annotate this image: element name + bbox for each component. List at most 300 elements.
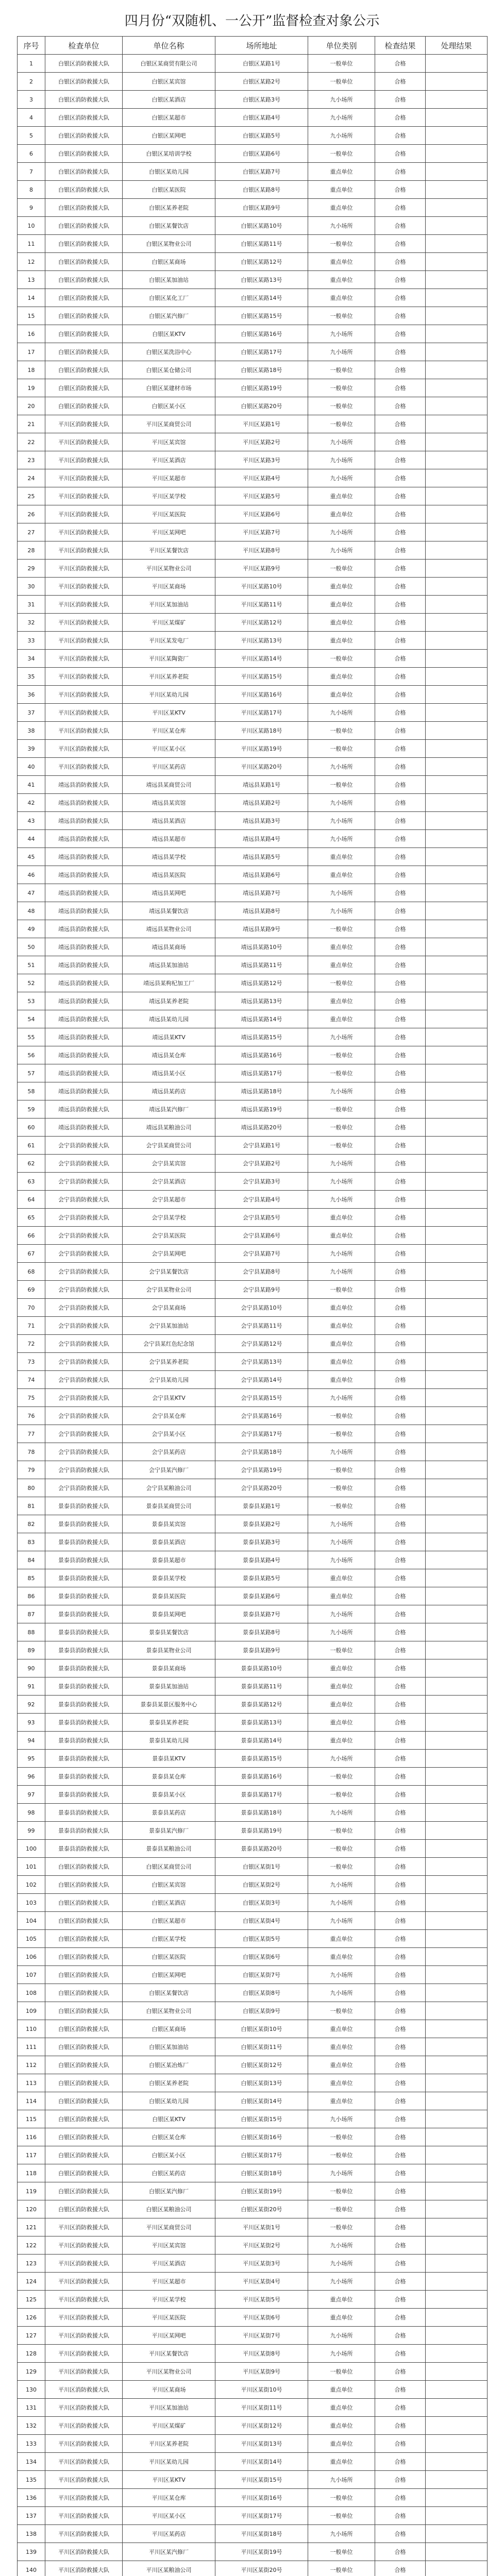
cell-unit-name: 靖远县某商场 [123,938,215,956]
cell-inspector: 会宁县消防救援大队 [45,1371,123,1389]
cell-result: 合格 [375,722,426,740]
cell-inspector: 平川区消防救援大队 [45,541,123,560]
cell-handling [426,2164,488,2182]
cell-handling [426,1641,488,1659]
cell-address: 靖远县某路18号 [215,1082,308,1100]
cell-unit-name: 靖远县某超市 [123,830,215,848]
cell-result: 合格 [375,1407,426,1425]
cell-index: 120 [18,2200,45,2218]
cell-index: 38 [18,722,45,740]
cell-index: 140 [18,2561,45,2576]
cell-unit-type: 九小场所 [308,704,375,722]
cell-inspector: 白银区消防救援大队 [45,307,123,325]
cell-unit-name: 白银区某酒店 [123,91,215,109]
cell-inspector: 靖远县消防救援大队 [45,830,123,848]
cell-inspector: 靖远县消防救援大队 [45,1082,123,1100]
cell-inspector: 会宁县消防救援大队 [45,1299,123,1317]
cell-result: 合格 [375,2182,426,2200]
table-row [18,1659,488,1677]
cell-result: 合格 [375,830,426,848]
cell-unit-name: 白银区某医院 [123,181,215,199]
cell-index: 136 [18,2489,45,2507]
cell-address: 平川区某街17号 [215,2507,308,2525]
cell-address: 景泰县某路17号 [215,1786,308,1804]
cell-result: 合格 [375,2291,426,2309]
cell-result: 合格 [375,1299,426,1317]
cell-address: 平川区某路9号 [215,560,308,578]
table-row [18,1641,488,1659]
cell-address: 景泰县某路8号 [215,1623,308,1641]
cell-unit-type: 重点单位 [308,686,375,704]
cell-index: 79 [18,1461,45,1479]
cell-unit-name: 平川区某KTV [123,2471,215,2489]
cell-handling [426,1425,488,1443]
cell-handling [426,560,488,578]
cell-address: 会宁县某路6号 [215,1227,308,1245]
cell-handling [426,1732,488,1750]
cell-inspector: 白银区消防救援大队 [45,2056,123,2074]
cell-result: 合格 [375,1551,426,1569]
cell-handling [426,433,488,451]
cell-inspector: 平川区消防救援大队 [45,2273,123,2291]
cell-unit-type: 重点单位 [308,1948,375,1966]
cell-unit-type: 九小场所 [308,1533,375,1551]
cell-unit-name: 平川区某养老院 [123,2435,215,2453]
cell-unit-type: 一般单位 [308,307,375,325]
cell-address: 会宁县某路12号 [215,1335,308,1353]
cell-result: 合格 [375,289,426,307]
cell-handling [426,1046,488,1064]
cell-handling [426,1840,488,1858]
cell-unit-type: 九小场所 [308,1551,375,1569]
cell-handling [426,1551,488,1569]
cell-unit-name: 靖远县某加油站 [123,956,215,974]
table-row [18,253,488,271]
cell-result: 合格 [375,1569,426,1587]
cell-inspector: 平川区消防救援大队 [45,2291,123,2309]
table-row [18,704,488,722]
cell-address: 平川区某路7号 [215,523,308,541]
cell-inspector: 靖远县消防救援大队 [45,1028,123,1046]
cell-unit-type: 一般单位 [308,2489,375,2507]
cell-result: 合格 [375,686,426,704]
table-row [18,1100,488,1118]
cell-unit-type: 九小场所 [308,1191,375,1209]
cell-handling [426,1497,488,1515]
cell-inspector: 靖远县消防救援大队 [45,1046,123,1064]
cell-inspector: 白银区消防救援大队 [45,2128,123,2146]
cell-address: 白银区某街13号 [215,2074,308,2092]
cell-inspector: 平川区消防救援大队 [45,596,123,614]
cell-unit-type: 重点单位 [308,2435,375,2453]
cell-unit-name: 靖远县某药店 [123,1082,215,1100]
cell-address: 白银区某街16号 [215,2128,308,2146]
cell-address: 靖远县某路15号 [215,1028,308,1046]
cell-handling [426,397,488,415]
cell-handling [426,632,488,650]
table-row [18,2236,488,2255]
cell-address: 白银区某路2号 [215,73,308,91]
cell-result: 合格 [375,1118,426,1137]
cell-handling [426,1227,488,1245]
cell-handling [426,668,488,686]
cell-inspector: 白银区消防救援大队 [45,397,123,415]
cell-unit-type: 一般单位 [308,1858,375,1876]
cell-result: 合格 [375,1028,426,1046]
cell-unit-name: 白银区某商贸公司 [123,1858,215,1876]
cell-inspector: 景泰县消防救援大队 [45,1533,123,1551]
cell-unit-type: 重点单位 [308,487,375,505]
cell-unit-type: 重点单位 [308,1299,375,1317]
cell-unit-type: 一般单位 [308,2561,375,2576]
cell-handling [426,2074,488,2092]
table-row [18,1984,488,2002]
cell-unit-type: 一般单位 [308,1641,375,1659]
cell-unit-name: 景泰县某汽修厂 [123,1822,215,1840]
cell-address: 会宁县某路3号 [215,1173,308,1191]
cell-unit-type: 重点单位 [308,2056,375,2074]
cell-handling [426,361,488,379]
cell-inspector: 白银区消防救援大队 [45,2146,123,2164]
cell-address: 平川区某路19号 [215,740,308,758]
table-row [18,1046,488,1064]
cell-result: 合格 [375,2164,426,2182]
cell-unit-type: 一般单位 [308,1425,375,1443]
cell-address: 白银区某街5号 [215,1930,308,1948]
cell-inspector: 景泰县消防救援大队 [45,1822,123,1840]
cell-address: 白银区某路8号 [215,181,308,199]
cell-unit-type: 九小场所 [308,1605,375,1623]
cell-inspector: 平川区消防救援大队 [45,2525,123,2543]
cell-unit-name: 靖远县某养老院 [123,992,215,1010]
cell-address: 靖远县某路1号 [215,776,308,794]
cell-result: 合格 [375,1227,426,1245]
cell-result: 合格 [375,1984,426,2002]
page-title: 四月份“双随机、一公开”监督检查对象公示 [124,13,380,29]
table-row [18,2092,488,2110]
cell-address: 景泰县某路2号 [215,1515,308,1533]
cell-result: 合格 [375,2128,426,2146]
cell-index: 92 [18,1696,45,1714]
cell-index: 15 [18,307,45,325]
cell-unit-name: 白银区某养老院 [123,199,215,217]
cell-result: 合格 [375,1966,426,1984]
cell-handling [426,2309,488,2327]
table-row [18,848,488,866]
cell-index: 50 [18,938,45,956]
cell-unit-name: 平川区某煤矿 [123,2417,215,2435]
table-row [18,2164,488,2182]
cell-result: 合格 [375,2020,426,2038]
cell-handling [426,2489,488,2507]
cell-index: 64 [18,1191,45,1209]
cell-index: 91 [18,1677,45,1696]
cell-index: 69 [18,1281,45,1299]
cell-unit-type: 九小场所 [308,1623,375,1641]
cell-inspector: 靖远县消防救援大队 [45,938,123,956]
cell-result: 合格 [375,2110,426,2128]
cell-result: 合格 [375,1696,426,1714]
cell-unit-name: 靖远县某仓库 [123,1046,215,1064]
cell-result: 合格 [375,2561,426,2576]
cell-inspector: 平川区消防救援大队 [45,560,123,578]
cell-unit-name: 靖远县某粮油公司 [123,1118,215,1137]
cell-result: 合格 [375,2074,426,2092]
cell-inspector: 平川区消防救援大队 [45,2471,123,2489]
cell-unit-type: 重点单位 [308,289,375,307]
cell-address: 平川区某街1号 [215,2218,308,2236]
table-row [18,1804,488,1822]
table-row [18,1768,488,1786]
cell-result: 合格 [375,2453,426,2471]
cell-handling [426,253,488,271]
cell-index: 62 [18,1155,45,1173]
cell-result: 合格 [375,1209,426,1227]
cell-unit-type: 九小场所 [308,1389,375,1407]
cell-index: 40 [18,758,45,776]
cell-unit-name: 平川区某发电厂 [123,632,215,650]
cell-address: 白银区某路12号 [215,253,308,271]
cell-index: 130 [18,2381,45,2399]
table-row [18,2002,488,2020]
cell-address: 景泰县某路11号 [215,1677,308,1696]
cell-unit-type: 九小场所 [308,2236,375,2255]
cell-result: 合格 [375,2507,426,2525]
table-row [18,2507,488,2525]
cell-inspector: 靖远县消防救援大队 [45,920,123,938]
cell-address: 白银区某路18号 [215,361,308,379]
cell-index: 26 [18,505,45,523]
cell-inspector: 平川区消防救援大队 [45,487,123,505]
cell-inspector: 白银区消防救援大队 [45,1912,123,1930]
cell-unit-name: 白银区某酒店 [123,1894,215,1912]
cell-result: 合格 [375,956,426,974]
cell-unit-type: 九小场所 [308,1876,375,1894]
cell-address: 景泰县某路5号 [215,1569,308,1587]
cell-index: 123 [18,2255,45,2273]
cell-unit-type: 重点单位 [308,1659,375,1677]
cell-unit-name: 靖远县某小区 [123,1064,215,1082]
cell-inspector: 白银区消防救援大队 [45,217,123,235]
cell-result: 合格 [375,596,426,614]
table-row [18,2146,488,2164]
table-row [18,235,488,253]
table-row [18,289,488,307]
cell-result: 合格 [375,1876,426,1894]
cell-unit-name: 会宁县某超市 [123,1191,215,1209]
table-row [18,1173,488,1191]
table-row [18,2561,488,2576]
cell-index: 112 [18,2056,45,2074]
cell-index: 95 [18,1750,45,1768]
cell-unit-name: 平川区某酒店 [123,451,215,469]
cell-inspector: 平川区消防救援大队 [45,740,123,758]
cell-inspector: 景泰县消防救援大队 [45,1840,123,1858]
table-body [18,55,488,2576]
cell-index: 44 [18,830,45,848]
cell-address: 平川区某路10号 [215,578,308,596]
cell-index: 31 [18,596,45,614]
cell-index: 37 [18,704,45,722]
cell-address: 白银区某街8号 [215,1984,308,2002]
cell-handling [426,1930,488,1948]
cell-inspector: 靖远县消防救援大队 [45,812,123,830]
cell-inspector: 白银区消防救援大队 [45,2074,123,2092]
table-row [18,127,488,145]
cell-index: 51 [18,956,45,974]
table-row [18,2453,488,2471]
cell-result: 合格 [375,794,426,812]
cell-unit-type: 一般单位 [308,379,375,397]
cell-address: 靖远县某路20号 [215,1118,308,1137]
table-row [18,2435,488,2453]
table-row [18,1299,488,1317]
cell-result: 合格 [375,740,426,758]
cell-unit-name: 景泰县某景区服务中心 [123,1696,215,1714]
table-row [18,307,488,325]
cell-address: 平川区某街2号 [215,2236,308,2255]
cell-handling [426,740,488,758]
cell-unit-type: 重点单位 [308,1732,375,1750]
table-row [18,1714,488,1732]
cell-unit-name: 白银区某仓储公司 [123,361,215,379]
cell-inspector: 白银区消防救援大队 [45,2182,123,2200]
cell-inspector: 景泰县消防救援大队 [45,1696,123,1714]
cell-inspector: 平川区消防救援大队 [45,2489,123,2507]
cell-address: 景泰县某路3号 [215,1533,308,1551]
cell-inspector: 平川区消防救援大队 [45,469,123,487]
table-row [18,830,488,848]
cell-handling [426,686,488,704]
cell-index: 110 [18,2020,45,2038]
cell-unit-type: 一般单位 [308,1822,375,1840]
cell-unit-type: 一般单位 [308,415,375,433]
cell-index: 28 [18,541,45,560]
cell-index: 134 [18,2453,45,2471]
cell-unit-name: 白银区某物业公司 [123,2002,215,2020]
cell-address: 靖远县某路14号 [215,1010,308,1028]
cell-inspector: 平川区消防救援大队 [45,415,123,433]
table-row [18,469,488,487]
cell-index: 128 [18,2345,45,2363]
header-unit-type: 单位类别 [308,37,375,55]
cell-inspector: 会宁县消防救援大队 [45,1425,123,1443]
cell-result: 合格 [375,2327,426,2345]
cell-address: 白银区某街18号 [215,2164,308,2182]
cell-inspector: 靖远县消防救援大队 [45,1118,123,1137]
cell-result: 合格 [375,253,426,271]
cell-inspector: 会宁县消防救援大队 [45,1155,123,1173]
cell-inspector: 平川区消防救援大队 [45,2218,123,2236]
cell-address: 景泰县某路10号 [215,1659,308,1677]
cell-address: 平川区某路1号 [215,415,308,433]
cell-handling [426,1768,488,1786]
cell-result: 合格 [375,1155,426,1173]
cell-unit-type: 一般单位 [308,2146,375,2164]
cell-unit-type: 一般单位 [308,397,375,415]
cell-index: 22 [18,433,45,451]
cell-handling [426,271,488,289]
cell-handling [426,2417,488,2435]
cell-index: 29 [18,560,45,578]
cell-inspector: 平川区消防救援大队 [45,2363,123,2381]
cell-unit-type: 重点单位 [308,1930,375,1948]
cell-unit-type: 重点单位 [308,2092,375,2110]
cell-handling [426,974,488,992]
cell-unit-name: 会宁县某加油站 [123,1317,215,1335]
cell-inspector: 平川区消防救援大队 [45,2435,123,2453]
cell-handling [426,1876,488,1894]
cell-result: 合格 [375,1479,426,1497]
cell-unit-name: 平川区某酒店 [123,2255,215,2273]
cell-address: 景泰县某路15号 [215,1750,308,1768]
cell-unit-type: 九小场所 [308,2327,375,2345]
cell-inspector: 靖远县消防救援大队 [45,992,123,1010]
cell-inspector: 景泰县消防救援大队 [45,1768,123,1786]
cell-unit-name: 会宁县某红色纪念馆 [123,1335,215,1353]
cell-handling [426,505,488,523]
cell-unit-type: 九小场所 [308,541,375,560]
cell-inspector: 靖远县消防救援大队 [45,1010,123,1028]
table-row [18,614,488,632]
cell-unit-type: 九小场所 [308,109,375,127]
cell-handling [426,1010,488,1028]
cell-handling [426,1407,488,1425]
cell-inspector: 白银区消防救援大队 [45,91,123,109]
cell-handling [426,1064,488,1082]
cell-result: 合格 [375,1659,426,1677]
cell-unit-name: 平川区某网吧 [123,2327,215,2345]
cell-unit-name: 白银区某汽修厂 [123,2182,215,2200]
cell-inspector: 白银区消防救援大队 [45,1894,123,1912]
cell-index: 116 [18,2128,45,2146]
cell-unit-name: 平川区某药店 [123,758,215,776]
cell-unit-type: 重点单位 [308,1587,375,1605]
cell-index: 43 [18,812,45,830]
cell-address: 平川区某路5号 [215,487,308,505]
table-row [18,1028,488,1046]
cell-unit-type: 重点单位 [308,2074,375,2092]
table-row [18,1407,488,1425]
cell-inspector: 白银区消防救援大队 [45,1948,123,1966]
table-row [18,1425,488,1443]
cell-address: 靖远县某路2号 [215,794,308,812]
cell-address: 白银区某街19号 [215,2182,308,2200]
cell-handling [426,1389,488,1407]
cell-index: 20 [18,397,45,415]
cell-address: 会宁县某路9号 [215,1281,308,1299]
cell-result: 合格 [375,2255,426,2273]
cell-result: 合格 [375,2038,426,2056]
cell-address: 平川区某路20号 [215,758,308,776]
cell-result: 合格 [375,1732,426,1750]
cell-address: 景泰县某路20号 [215,1840,308,1858]
cell-result: 合格 [375,758,426,776]
table-row [18,2110,488,2128]
cell-address: 平川区某街13号 [215,2435,308,2453]
cell-handling [426,1804,488,1822]
cell-address: 白银区某路4号 [215,109,308,127]
header-index: 序号 [18,37,45,55]
table-row [18,992,488,1010]
cell-unit-type: 九小场所 [308,2255,375,2273]
cell-address: 会宁县某路2号 [215,1155,308,1173]
cell-handling [426,379,488,397]
cell-result: 合格 [375,325,426,343]
cell-handling [426,2435,488,2453]
cell-unit-type: 九小场所 [308,1912,375,1930]
cell-result: 合格 [375,668,426,686]
